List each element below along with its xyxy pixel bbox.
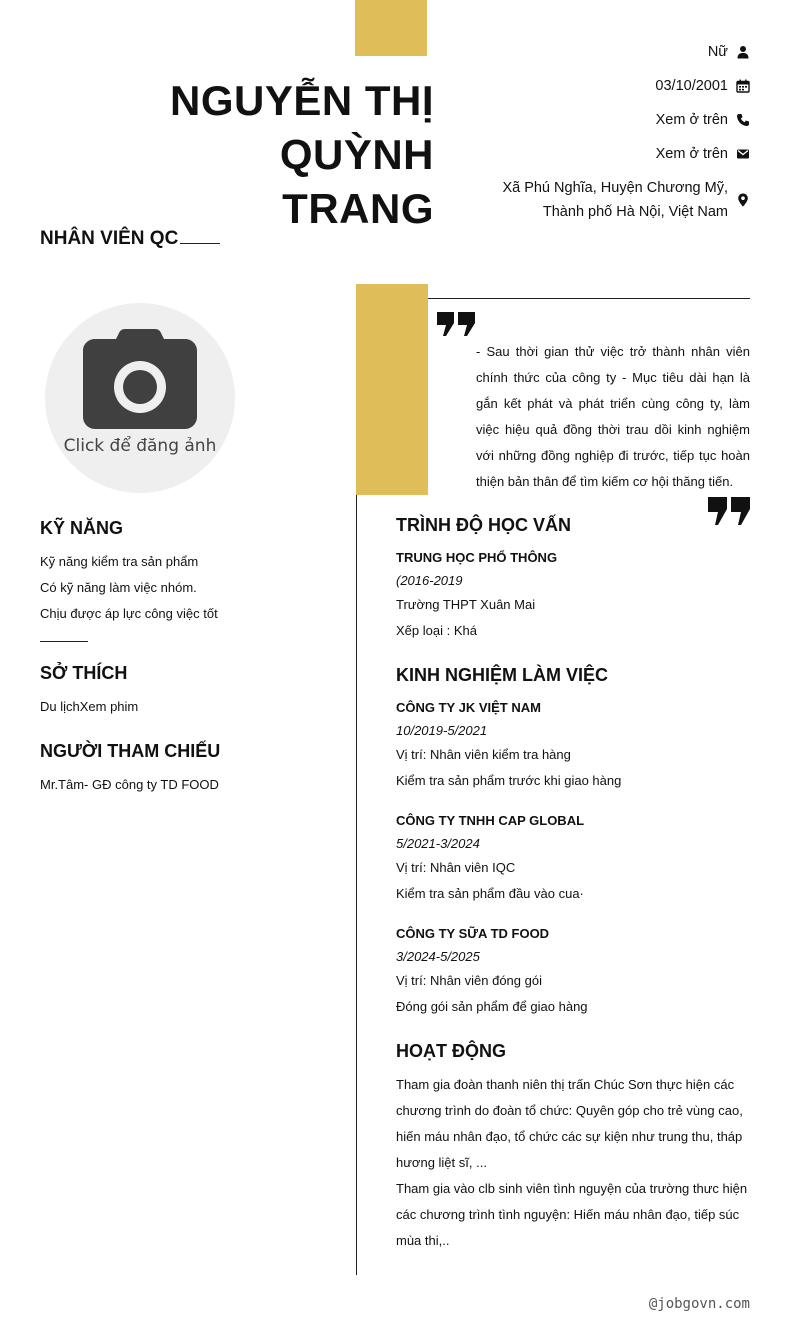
address-line-1: Xã Phú Nghĩa, Huyện Chương Mỹ,: [502, 180, 728, 196]
education-school: Trường THPT Xuân Mai: [396, 597, 536, 612]
skill-item: Chịu được áp lực công việc tốt: [40, 606, 218, 621]
activity-item: Tham gia vào clb sinh viên tình nguyện của trường thưc hiện các chương trình tình nguyện: Hiến máu nhân đạo, tiếp súc mùa thi,..: [396, 1181, 748, 1248]
skills-heading: KỸ NĂNG: [40, 518, 124, 538]
accent-bar-middle: [356, 284, 428, 495]
dob-value: 03/10/2001: [655, 78, 728, 94]
hobbies-heading: SỞ THÍCH: [40, 663, 128, 683]
job-position: Vị trí: Nhân viên IQC: [396, 860, 516, 875]
phone-value: Xem ở trên: [655, 112, 728, 128]
email-value: Xem ở trên: [655, 146, 728, 162]
contact-email[interactable]: [656, 142, 750, 166]
calendar-icon: [736, 79, 750, 93]
job-title[interactable]: [40, 228, 220, 250]
job-title-underline: [180, 243, 220, 244]
contact-address[interactable]: [502, 176, 750, 224]
education-heading: TRÌNH ĐỘ HỌC VẤN: [396, 515, 571, 535]
education-period: (2016-2019: [396, 573, 463, 588]
camera-icon: [83, 329, 197, 429]
name-line-2: TRANG: [282, 185, 434, 232]
job-description: Kiểm tra sản phẩm trước khi giao hàng: [396, 773, 622, 788]
job-title-text: NHÂN VIÊN QC: [40, 228, 179, 249]
career-objective: - Sau thời gian thử việc trở thành nhân viên chính thức của công ty - Mục tiêu dài hạn là gắn kết phát và phát triển cùng công ty, làm việc hiệu quả đồng thời trau dồi kinh nghiệm với những đồng nghiệp đi trước, tiếp tục hoàn thiện bản thân để tìm kiếm cơ hội thăng tiến.: [476, 344, 750, 489]
job-period: 3/2024-5/2025: [396, 949, 480, 964]
phone-icon: [736, 113, 750, 127]
contact-gender[interactable]: [708, 40, 750, 64]
photo-caption: Click để đăng ảnh: [63, 436, 217, 456]
job-description: Đóng gói sản phẩm để giao hàng: [396, 999, 588, 1014]
references-heading: NGƯỜI THAM CHIẾU: [40, 741, 221, 761]
person-icon: [736, 45, 750, 59]
address-value: [502, 176, 728, 224]
job-company: CÔNG TY JK VIỆT NAM: [396, 700, 541, 715]
quote-open-icon: [437, 312, 475, 336]
name-line-1: NGUYỄN THỊ QUỲNH: [169, 77, 434, 178]
quote-top-rule: [428, 298, 750, 299]
address-line-2: Thành phố Hà Nội, Việt Nam: [542, 204, 728, 220]
gender-value: Nữ: [707, 44, 728, 60]
skill-item: Kỹ năng kiểm tra sản phẩm: [40, 554, 199, 569]
contact-dob[interactable]: [655, 74, 750, 98]
profile-photo-upload[interactable]: [45, 303, 235, 493]
hobbies-text: Du lịchXem phim: [40, 699, 139, 714]
job-company: CÔNG TY SỮA TD FOOD: [396, 926, 550, 941]
activities-heading: HOẠT ĐỘNG: [396, 1041, 506, 1061]
activity-item: Tham gia đoàn thanh niên thị trấn Chúc Sơn thực hiện các chương trình do đoàn tổ chức: Quyên góp cho trẻ vùng cao, hiến máu nhân đạo, tổ chức các sự kiện như trung thu, tháp hương liệt sĩ, ...: [396, 1077, 743, 1170]
watermark: @jobgovn.com: [648, 1296, 750, 1312]
education-level: TRUNG HỌC PHỔ THÔNG: [396, 550, 558, 565]
job-period: 10/2019-5/2021: [396, 723, 488, 738]
experience-heading: KINH NGHIỆM LÀM VIỆC: [396, 665, 609, 685]
references-text: Mr.Tâm- GĐ công ty TD FOOD: [40, 777, 219, 792]
job-period: 5/2021-3/2024: [396, 836, 480, 851]
skill-item: Có kỹ năng làm việc nhóm.: [40, 580, 197, 595]
mail-icon: [736, 147, 750, 161]
job-position: Vị trí: Nhân viên kiểm tra hàng: [396, 747, 571, 762]
column-divider: [356, 495, 357, 1275]
education-grade: Xếp loại : Khá: [396, 623, 477, 638]
accent-bar-top: [355, 0, 427, 56]
candidate-name[interactable]: [14, 74, 434, 236]
job-position: Vị trí: Nhân viên đóng gói: [396, 973, 542, 988]
contact-phone[interactable]: [656, 108, 750, 132]
job-description: Kiểm tra sản phẩm đầu vào cua·: [396, 886, 584, 901]
skills-separator: [40, 641, 88, 642]
job-company: CÔNG TY TNHH CAP GLOBAL: [396, 813, 585, 828]
quote-close-icon: [708, 497, 750, 525]
location-pin-icon: [736, 193, 750, 207]
